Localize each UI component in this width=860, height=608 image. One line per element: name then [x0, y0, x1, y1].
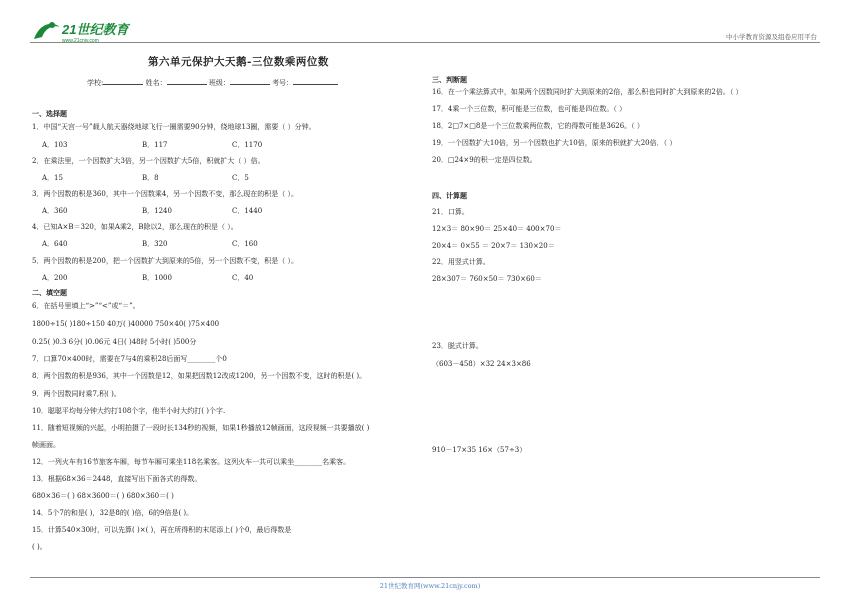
question-line: B．117 — [142, 141, 168, 149]
section-heading: 三、判断题 — [432, 75, 467, 84]
number-label: 考号： — [272, 79, 294, 87]
question-line: 22．用竖式计算。 — [432, 258, 490, 266]
school-label: 学校: — [87, 79, 104, 87]
question-line: A．15 — [42, 174, 63, 182]
class-label: 班级： — [208, 79, 230, 87]
question-line: C．1440 — [232, 207, 263, 215]
question-line: 10．聪聪平均每分钟大约打108个字，他半小时大约打( )个字. — [32, 407, 226, 415]
section-heading: 一、选择题 — [32, 109, 67, 118]
class-blank[interactable] — [230, 77, 270, 85]
question-line: C．5 — [232, 174, 249, 182]
question-line: 17．4乘一个三位数，积可能是三位数，也可能是四位数。（ ） — [432, 105, 627, 113]
number-blank[interactable] — [293, 77, 338, 85]
header-divider — [30, 42, 820, 43]
question-line: 1．中国“天宫一号”载人航天器绕地球飞行一圈需要90分钟，绕地球13圈，需要（ ）分钟。 — [32, 123, 316, 131]
question-line: 7．口算70×400时，需要在7与4的乘积28后面写________个0 — [32, 355, 227, 363]
question-line: B．1240 — [142, 207, 172, 215]
question-line: B．320 — [142, 240, 168, 248]
question-line: B．1000 — [142, 274, 172, 282]
question-line: 12．一列火车有16节旅客车厢，每节车厢可乘坐118名乘客。这列火车一共可以乘坐________名乘客。 — [32, 458, 351, 466]
question-line: 20×4＝ 0×55 ＝ 20×7＝ 130×20＝ — [432, 242, 555, 250]
school-blank[interactable] — [103, 77, 143, 85]
student-info-row — [87, 77, 338, 88]
question-line: 12×3＝ 80×90＝ 25×40＝ 400×70＝ — [432, 225, 562, 233]
question-line: 1800÷15( )180÷150 40万( )40000 750×40( )75×400 — [32, 320, 220, 328]
question-line: 910－17×35 16×（57÷3） — [432, 446, 527, 454]
question-line: 13．根据68×36＝2448，直接写出下面各式的得数。 — [32, 475, 202, 483]
question-line: 19．一个因数扩大10倍，另一个因数也扩大10倍，原来的积就扩大20倍．（ ） — [432, 139, 677, 147]
question-line: A．103 — [42, 141, 68, 149]
site-logo — [30, 17, 148, 45]
question-line: （603－458）×32 24×3×86 — [432, 360, 531, 368]
question-line: 15．计算540×30时，可以先算( )×( )，再在所得积的末尾添上( )个0，最后得数是 — [32, 526, 292, 534]
question-line: 28×307＝ 760×50＝ 730×60＝ — [432, 275, 542, 283]
question-line: 0.25( )0.3 6分( )0.06元 4日( )48时 5小时( )500分 — [32, 338, 197, 346]
question-line: 18．2□7×□8是一个三位数乘两位数，它的得数可能是3626。（ ） — [432, 122, 644, 130]
question-line: C．1170 — [232, 141, 263, 149]
question-line: 2．在乘法里，一个因数扩大3倍，另一个因数扩大5倍，积就扩大（ ）倍。 — [32, 157, 265, 165]
platform-name: 中小学教育资源及组卷应用平台 — [726, 33, 817, 41]
question-line: 3．两个因数的积是360，其中一个因数乘4，另一个因数不变，那么现在的积是（ ）。 — [32, 190, 298, 198]
question-line: 23．脱式计算。 — [432, 342, 483, 350]
question-line: 5．两个因数的积是200，把一个因数扩大到原来的5倍，另一个因数不变，积是（ ）。 — [32, 257, 298, 265]
svg-text:www.21cnjy.com: www.21cnjy.com — [62, 38, 99, 44]
page-title: 第六单元保护大天鹅-三位数乘两位数 — [148, 56, 329, 68]
svg-text:21世纪教育: 21世纪教育 — [62, 22, 129, 37]
question-line: 680×36＝( ) 68×3600＝( ) 680×360＝( ) — [32, 492, 174, 500]
question-line: 8．两个因数的积是936，其中一个因数是12，如果把因数12改成1200，另一个因数不变，这时的积是( )。 — [32, 372, 367, 380]
question-line: C．160 — [232, 240, 258, 248]
question-line: 21．口算。 — [432, 208, 469, 216]
question-line: A．360 — [42, 207, 68, 215]
name-label: 姓名： — [145, 79, 167, 87]
question-line: B．8 — [142, 174, 159, 182]
name-blank[interactable] — [167, 77, 207, 85]
question-line: 14．5个7的和是( )，32是8的( )倍，6的9倍是( )。 — [32, 509, 194, 517]
question-line: ( )。 — [32, 543, 47, 551]
section-heading: 四、计算题 — [432, 191, 467, 200]
section-heading: 二、填空题 — [32, 288, 67, 297]
question-line: 帧画面。 — [32, 441, 60, 449]
question-line: 9．两个因数同时乘7,积( )。 — [32, 390, 121, 398]
question-line: C．40 — [232, 274, 254, 282]
question-line: 6．在括号里填上“>”“<”或“＝”。 — [32, 302, 140, 310]
question-line: 4．已知A×B＝320，如果A乘2，B除以2，那么现在的积是（ ）。 — [32, 223, 238, 231]
question-line: A．640 — [42, 240, 68, 248]
footer-divider — [30, 577, 820, 578]
question-line: A．200 — [42, 274, 68, 282]
question-line: 11．随着短视频的兴起，小明拍摄了一段时长134秒的视频，如果1秒播放12帧画面，这段视频一共要播放( ) — [32, 424, 370, 432]
question-line: 16．在一个乘法算式中，如果两个因数同时扩大到原来的2倍，那么积也同时扩大到原来的2倍。（ ） — [432, 88, 743, 96]
question-line: 20．□24×9的积一定是四位数。 — [432, 156, 537, 164]
footer-text: 21世纪教育网(www.21cnjy.com) — [379, 582, 481, 590]
